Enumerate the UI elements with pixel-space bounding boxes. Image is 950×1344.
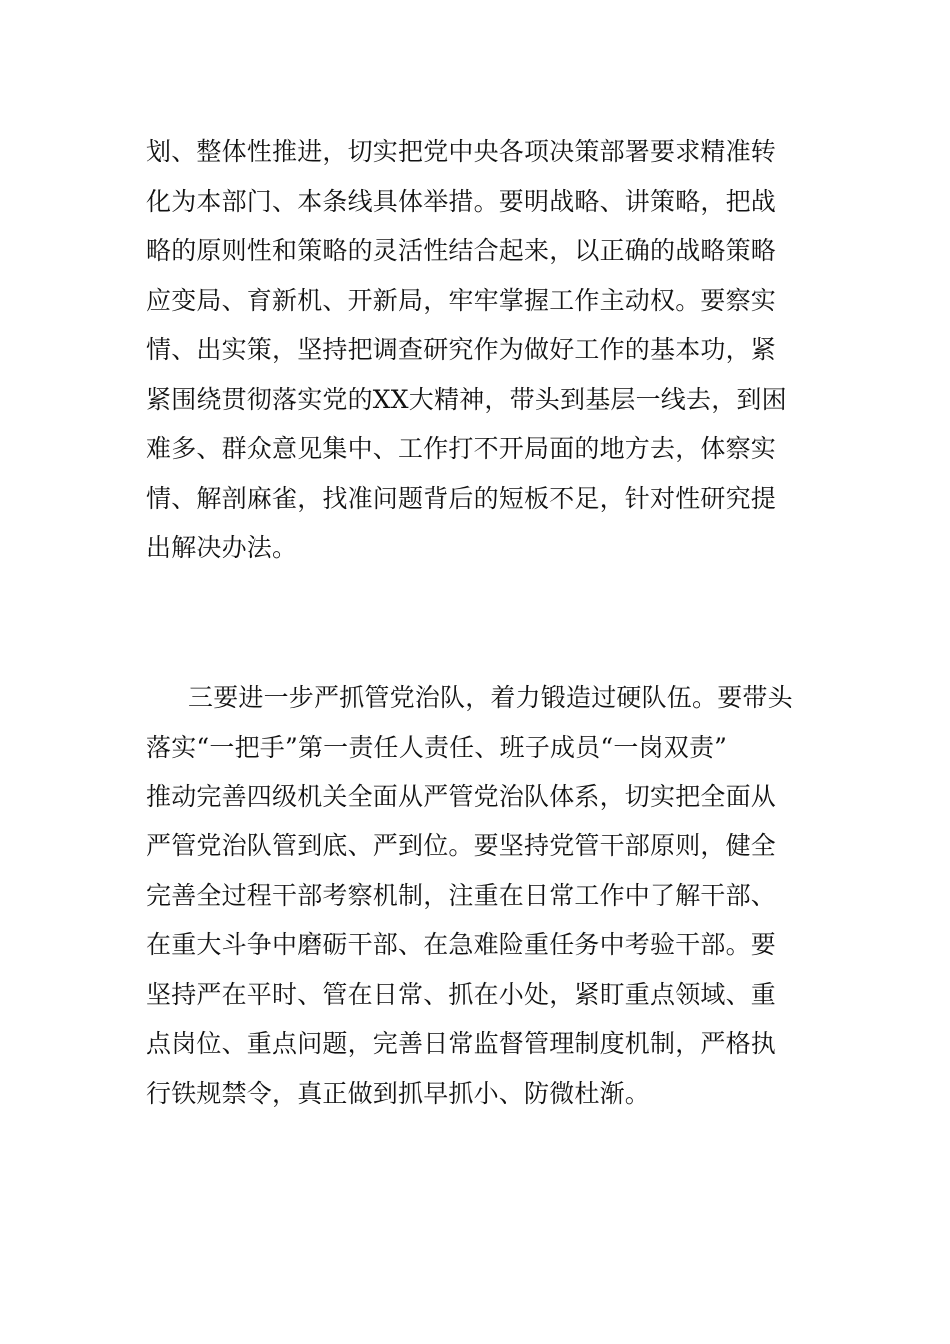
paragraph-2-line: 在重大斗争中磨砺干部、在急难险重任务中考验干部。要 [146,930,777,959]
paragraph-1-line: 出解决办法。 [146,533,298,562]
paragraph-2-line: 落实“一把手”第一责任人责任、班子成员“一岗双责” [146,733,728,762]
paragraph-1-line: 划、整体性推进，切实把党中央各项决策部署要求精准转 [146,137,777,166]
paragraph-2-line: 点岗位、重点问题，完善日常监督管理制度机制，严格执 [146,1029,777,1058]
paragraph-2-line: 推动完善四级机关全面从严管党治队体系，切实把全面从 [146,782,777,811]
paragraph-1-line: 略的原则性和策略的灵活性结合起来，以正确的战略策略 [146,236,777,265]
paragraph-1-line: 难多、群众意见集中、工作打不开局面的地方去，体察实 [146,434,777,463]
paragraph-1-line: 应变局、育新机、开新局，牢牢掌握工作主动权。要察实 [146,286,777,315]
paragraph-2-line: 严管党治队管到底、严到位。要坚持党管干部原则，健全 [146,831,777,860]
paragraph-1-line: 化为本部门、本条线具体举措。要明战略、讲策略，把战 [146,187,777,216]
paragraph-1-line: 紧围绕贯彻落实党的XX大精神，带头到基层一线去，到困 [146,385,787,414]
paragraph-2-line: 三要进一步严抓管党治队，着力锻造过硬队伍。要带头 [188,683,793,712]
paragraph-2-line: 完善全过程干部考察机制，注重在日常工作中了解干部、 [146,881,777,910]
paragraph-2-line: 行铁规禁令，真正做到抓早抓小、防微杜渐。 [146,1079,651,1108]
paragraph-1-line: 情、出实策，坚持把调查研究作为做好工作的基本功，紧 [146,335,777,364]
paragraph-2-line: 坚持严在平时、管在日常、抓在小处，紧盯重点领域、重 [146,980,777,1009]
paragraph-1-line: 情、解剖麻雀，找准问题背后的短板不足，针对性研究提 [146,484,777,513]
